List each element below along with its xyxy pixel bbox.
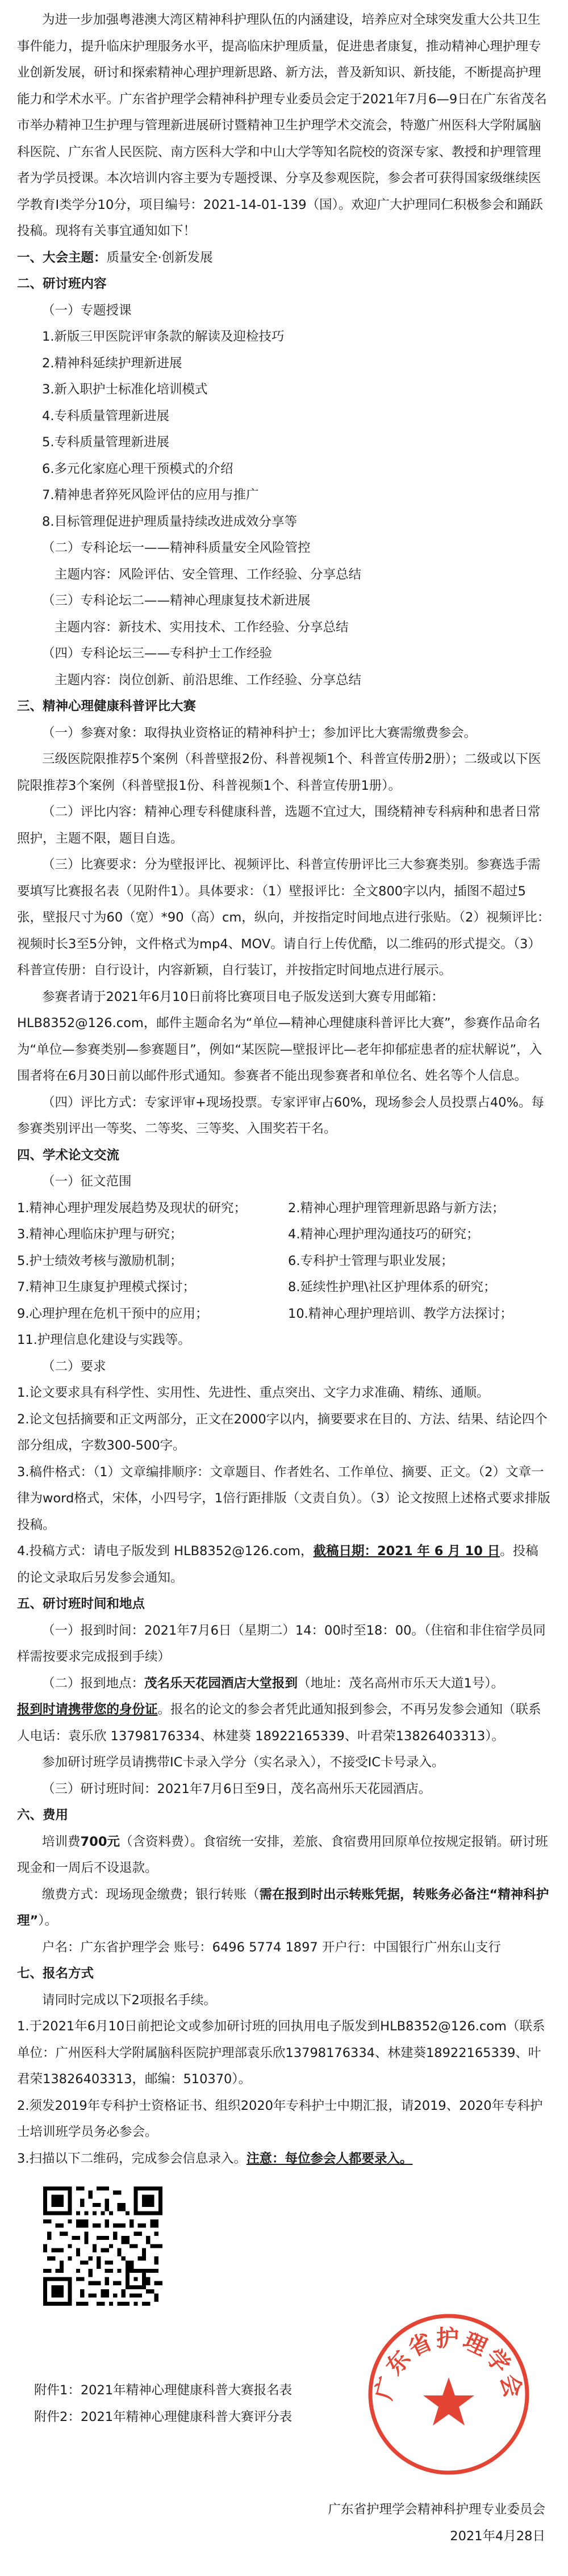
id-card-reminder: 报到时请携带您的身份证 [17, 1702, 158, 1717]
paper-topic-grid [17, 1195, 551, 1354]
checkin-location [17, 1670, 551, 1697]
talk-item: 8.目标管理促进护理质量持续改进成效分享等 [42, 514, 297, 529]
paper-topic: 11.护理信息化建设与实践等。 [17, 1333, 191, 1347]
paper-submission [17, 1538, 551, 1591]
contest-requirements: （三）比赛要求：分为壁报评比、视频评比、科普宣传册评比三大参赛类别。参赛选手需要填写比赛报名表（见附件1）。具体要求：（1）壁报评比：全文800字以内，插图不超过5张，壁报尺寸为60（宽）*90（高）cm，纵向，并按指定时间地点进行张贴。（2）视频评比：视频时长3至5分钟，文件格式为mp4、MOV。请自行上传优酷，以二维码的形式提交。（3）科普宣传册：自行设计，内容新颖，自行装订，并按指定时间地点进行展示。 [17, 857, 550, 978]
qr-row [17, 2183, 551, 2309]
contest-judging: （四）评比方式：专家评审+现场投票。专家评审占60%，现场参会人员投票占40%。每参赛类别评出一等奖、二等奖、三等奖、入围奖若干名。 [17, 1095, 544, 1136]
paper-topic: 5.护士绩效考核与激励机制； [17, 1253, 183, 1268]
issuing-organization: 广东省护理学会精神科护理专业委员会 [328, 2502, 545, 2517]
checkin-address: （地址：茂名高州市乐天大道1号）。 [298, 1676, 504, 1691]
section-1 [17, 245, 551, 271]
official-seal [364, 2309, 534, 2479]
contest-content: （二）评比内容：精神心理专科健康科普，选题不宜过大，围绕精神专科病种和患者日常照护，主题不限，题目自选。 [17, 805, 541, 846]
fee-note: （含资料费）。食宿统一安排，差旅、食宿费用回原单位按规定报销。研讨班现金和一周后不设退款。 [17, 1834, 548, 1875]
section-3-heading: 三、精神心理健康科普评比大赛 [17, 699, 197, 714]
payment-method-close: ）。 [38, 1913, 58, 1928]
section-1-heading: 一、大会主题： [17, 250, 107, 265]
registration-step [17, 2146, 551, 2172]
paper-topic: 7.精神卫生康复护理模式探讨； [17, 1280, 195, 1295]
paper-topic: 6.专科护士管理与职业发展； [288, 1253, 454, 1268]
training-period: （三）研讨班时间：2021年7月6日至9日，茂名高州乐天花园酒店。 [42, 1781, 432, 1796]
forum-2-topics: 主题内容：新技术、实用技术、工作经验、分享总结 [55, 619, 349, 635]
closing-block [17, 2309, 551, 2576]
section-4-heading: 四、学术论文交流 [17, 1147, 120, 1163]
paper-deadline: 截稿日期：2021 年 6 月 10 日 [313, 1544, 500, 1559]
checkin-id-note [17, 1697, 551, 1749]
seal-text: 广东省护理学会 [370, 2326, 527, 2403]
conference-theme: 质量安全·创新发展 [106, 250, 213, 265]
forum-1-topics: 主题内容：风险评估、安全管理、工作经验、分享总结 [55, 567, 362, 582]
registration-step: 1.于2021年6月10日前把论文或参加研讨班的回执用电子版发到HLB8352@126.com（联系单位：广州医科大学附属脑科医院护理部袁乐欣13798176334、林建葵18922165339、叶君荣13826403313，邮编：510370）。 [17, 2019, 545, 2087]
attachment-item[interactable]: 附件1：2021年精神心理健康科普大赛报名表 [34, 2383, 293, 2398]
registration-step: 2.须发2019年专科护士资格证书、组织2020年专科护士中期汇报，请2019、2020年专科护士培训班学员务必参会。 [17, 2098, 543, 2139]
talk-item: 7.精神患者猝死风险评估的应用与推广 [42, 488, 259, 502]
talk-item: 5.专科质量管理新进展 [42, 435, 169, 450]
paper-topic: 1.精神心理护理发展趋势及现状的研究； [17, 1200, 247, 1216]
checkin-contacts: 。报名的论文的参会者凭此通知报到参会，不再另发参会通知（联系人电话：袁乐欣 13798176334、林建葵 18922165339、叶君荣13826403313）。 [17, 1702, 541, 1744]
talk-item: 1.新版三甲医院评审条款的解读及迎检技巧 [42, 329, 285, 344]
training-fee [17, 1829, 551, 1882]
registration-intro: 请同时完成以下2项报名手续。 [42, 1992, 216, 2008]
talk-item: 4.专科质量管理新进展 [42, 408, 169, 424]
fee-label: 培训费 [42, 1834, 81, 1849]
payment-method-label: 缴费方式：现场现金缴费；银行转账（ [42, 1887, 260, 1902]
transfer-remark: 需在报到时出示转账凭据，转账务必备注“精神科护理” [17, 1887, 549, 1928]
issue-date: 2021年4月28日 [450, 2528, 545, 2544]
section-7-heading: 七、报名方式 [17, 1966, 94, 1981]
paper-topic: 8.延续性护理\社区护理体系的研究； [288, 1280, 496, 1295]
contest-participants: （一）参赛对象：取得执业资格证的精神科护士；参加评比大赛需缴费参会。 [42, 725, 477, 740]
forum-3-topics: 主题内容：岗位创新、前沿思维、工作经验、分享总结 [55, 672, 362, 688]
paper-topic: 4.精神心理护理沟通技巧的研究； [288, 1227, 479, 1242]
paper-submission-email: 4.投稿方式：请电子版发到 HLB8352@126.com， [17, 1544, 314, 1559]
ic-card-note: 参加研讨班学员请携带IC卡录入学分（实名录入），不接受IC卡号录入。 [42, 1755, 445, 1770]
paper-submission-note: 。投稿的论文录取后另发参会通知。 [17, 1544, 538, 1585]
payment-method [17, 1882, 551, 1934]
talk-item: 6.多元化家庭心理干预模式的介绍 [42, 461, 233, 476]
talk-item: 2.精神科延续护理新进展 [42, 355, 182, 371]
section-5-heading: 五、研讨班时间和地点 [17, 1597, 145, 1611]
paper-topic: 2.精神心理护理管理新思路与新方法； [288, 1200, 505, 1216]
talk-item: 3.新入职护士标准化培训模式 [42, 382, 208, 397]
forum-2-heading: （三）专科论坛二——精神心理康复技术新进展 [42, 593, 311, 608]
section-6-heading: 六、费用 [17, 1808, 69, 1823]
contest-quota: 三级医院限推荐5个案例（科普壁报2份、科普视频1个、科普宣传册2册）；二级或以下医院限推荐3个案例（科普壁报1份、科普视频1个、科普宣传册1册）。 [17, 752, 541, 793]
checkin-location-label: （二）报到地点： [42, 1676, 145, 1691]
paper-topic: 3.精神心理临床护理与研究； [17, 1227, 183, 1242]
paper-topic: 10.精神心理护理培训、教学方法探讨； [288, 1306, 513, 1321]
attachment-list [34, 2377, 292, 2430]
paper-requirements-heading: （二）要求 [42, 1359, 106, 1374]
paper-requirement: 1.论文要求具有科学性、实用性、先进性、重点突出、文字力求准确、精练、通顺。 [17, 1385, 490, 1400]
forum-1-heading: （二）专科论坛一——精神科质量安全风险管控 [42, 541, 311, 555]
bank-account: 户名：广东省护理学会 账号：6496 5774 1897 开户行：中国银行广州东山支行 [42, 1940, 501, 1955]
checkin-venue: 茂名乐天花园酒店大堂报到 [144, 1676, 298, 1691]
paper-requirement: 2.论文包括摘要和正文两部分，正文在2000字以内，摘要要求在目的、方法、结果、结论四个部分组成，字数300-500字。 [17, 1411, 548, 1453]
signature-block [328, 2497, 545, 2549]
checkin-time: （一）报到时间：2021年7月6日（星期二）14：00时至18：00。（住宿和非住宿学员同样需按要求完成报到手续） [17, 1623, 546, 1664]
section-2-heading: 二、研讨班内容 [17, 277, 107, 291]
paper-topic: 9.心理护理在危机干预中的应用； [17, 1306, 208, 1321]
qr-instruction: 3.扫描以下二维码，完成参会信息录入。 [17, 2151, 247, 2166]
paper-scope-heading: （一）征文范围 [42, 1174, 132, 1189]
fee-amount: 700元 [80, 1834, 120, 1849]
paper-requirement: 3.稿件格式：（1）文章编排顺序：文章题目、作者姓名、工作单位、摘要、正文。（2）文章一律为word格式，宋体，小四号字，1倍行距排版（文责自负）。（3）论文按照上述格式要求排版投稿。 [17, 1464, 550, 1532]
qr-notice: 注意：每位参会人都要录入。 [246, 2151, 413, 2166]
attachment-item[interactable]: 附件2：2021年精神心理健康科普大赛评分表 [34, 2409, 293, 2424]
forum-3-heading: （四）专科论坛三——专科护士工作经验 [42, 646, 273, 661]
intro-paragraph: 为进一步加强粤港澳大湾区精神科护理队伍的内涵建设，培养应对全球突发重大公共卫生事件能力，提升临床护理服务水平，提高临床护理质量，促进患者康复，推动精神心理护理专业创新发展，研讨和探索精神心理护理新思路、新方法，普及新知识、新技能，不断提高护理能力和学术水平。广东省护理学会精神科护理专业委员会定于2021年7月6—9日在广东省茂名市举办精神卫生护理与管理新进展研讨暨精神卫生护理学术交流会，特邀广州医科大学附属脑科医院、广东省人民医院、南方医科大学和中山大学等知名院校的资深专家、教授和护理管理者为学员授课。本次培训内容主要为专题授课、分享及参观医院，参会者可获得国家级继续医学教育Ⅰ类学分10分，项目编号：2021-14-01-139（国）。欢迎广大护理同仁积极参会和踊跃投稿。现将有关事宜通知如下！ [17, 12, 547, 238]
topic-lectures-heading: （一）专题授课 [42, 303, 132, 318]
registration-qr-code[interactable] [40, 2183, 166, 2309]
contest-submission: 参赛者请于2021年6月10日前将比赛项目电子版发送到大赛专用邮箱：HLB8352@126.com，邮件主题命名为“单位—精神心理健康科普评比大赛”，参赛作品命名为“单位—参赛类别—参赛题目”，例如“某医院—壁报评比—老年抑郁症患者的症状解说”，入围者将在6月30日前以邮件形式通知。参赛者不能出现参赛者和单位名、姓名等个人信息。 [17, 989, 542, 1083]
